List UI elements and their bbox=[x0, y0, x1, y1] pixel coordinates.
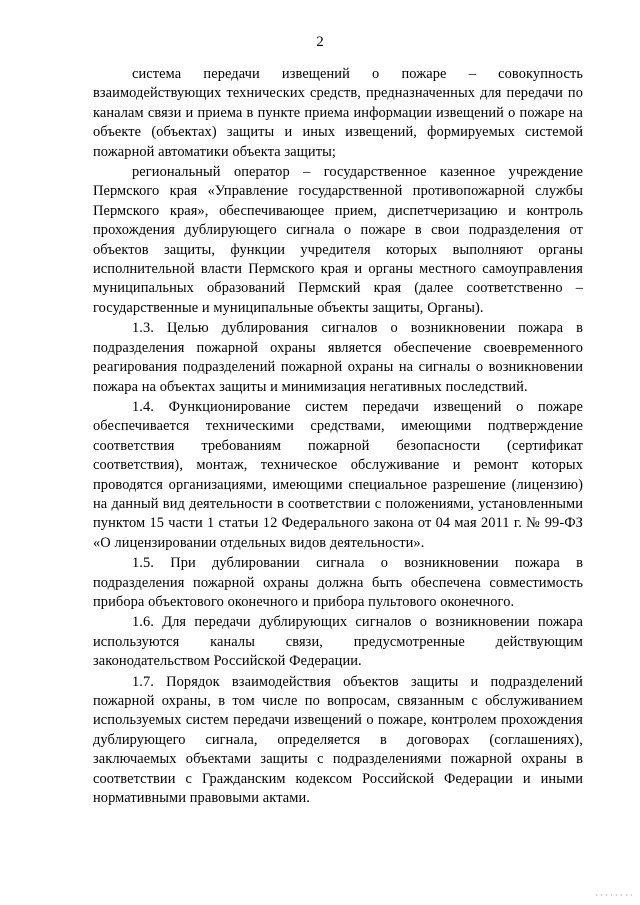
paragraph-notification-system-definition: система передачи извещений о пожаре – совокупность взаимодействующих технических средств, предназначенных для передачи по каналам связи и приема в пункте приема информации извещений о пожаре на объекте (объектах) защиты и иных извещений, формируемых системой пожарной автоматики объекта защиты; bbox=[93, 66, 583, 160]
paragraph-1-6: 1.6. Для передачи дублирующих сигналов о возникновении пожара используются каналы связи, предусмотренные действующим законодательством Российской Федерации. bbox=[93, 614, 583, 670]
paragraph-1-5: 1.5. При дублировании сигнала о возникновении пожара в подразделения пожарной охраны должна быть обеспечена совместимость прибора объектового оконечного и прибора пультового оконечного. bbox=[93, 555, 583, 610]
paragraph-1-3: 1.3. Целью дублирования сигналов о возникновении пожара в подразделения пожарной охраны является обеспечение своевременного реагирования подразделений пожарной охраны на сигналы о возникновении пожара на объектах защиты и минимизация негативных последствий. bbox=[93, 320, 583, 395]
page-number: 2 bbox=[316, 34, 324, 50]
scan-artifact-dots bbox=[594, 893, 632, 897]
paragraph-1-7: 1.7. Порядок взаимодействия объектов защиты и подразделений пожарной охраны, в том числе по вопросам, связанным с обслуживанием используемых систем передачи извещений о пожаре, контролем прохождения дублирующего сигнала, определяется в договорах (соглашениях), заключаемых объектами защиты с подразделениями пожарной охраны в соответствии с Гражданским кодексом Российской Федерации и иными нормативными правовыми актами. bbox=[93, 673, 583, 807]
paragraph-regional-operator-definition: региональный оператор – государственное казенное учреждение Пермского края «Управление государственной противопожарной службы Пермского края», обеспечивающее прием, диспетчеризацию и контроль прохождения дублирующего сигнала о пожаре в свои подразделения от объектов защиты, функции учредителя которых выполняют органы исполнительной власти Пермского края и органы местного самоуправления муниципальных образований Пермский края (далее соответственно – государственные и муниципальные объекты защиты, Органы). bbox=[93, 164, 583, 316]
document-body bbox=[93, 65, 583, 809]
paragraph-1-4: 1.4. Функционирование систем передачи извещений о пожаре обеспечивается техническими средствами, имеющими подтверждение соответствия требованиям пожарной безопасности (сертификат соответствия), монтаж, техническое обслуживание и ремонт которых проводятся организациями, имеющими специальное разрешение (лицензию) на данный вид деятельности в соответствии с положениями, установленными пунктом 15 части 1 статьи 12 Федерального закона от 04 мая 2011 г. № 99-ФЗ «О лицензировании отдельных видов деятельности». bbox=[93, 398, 583, 551]
